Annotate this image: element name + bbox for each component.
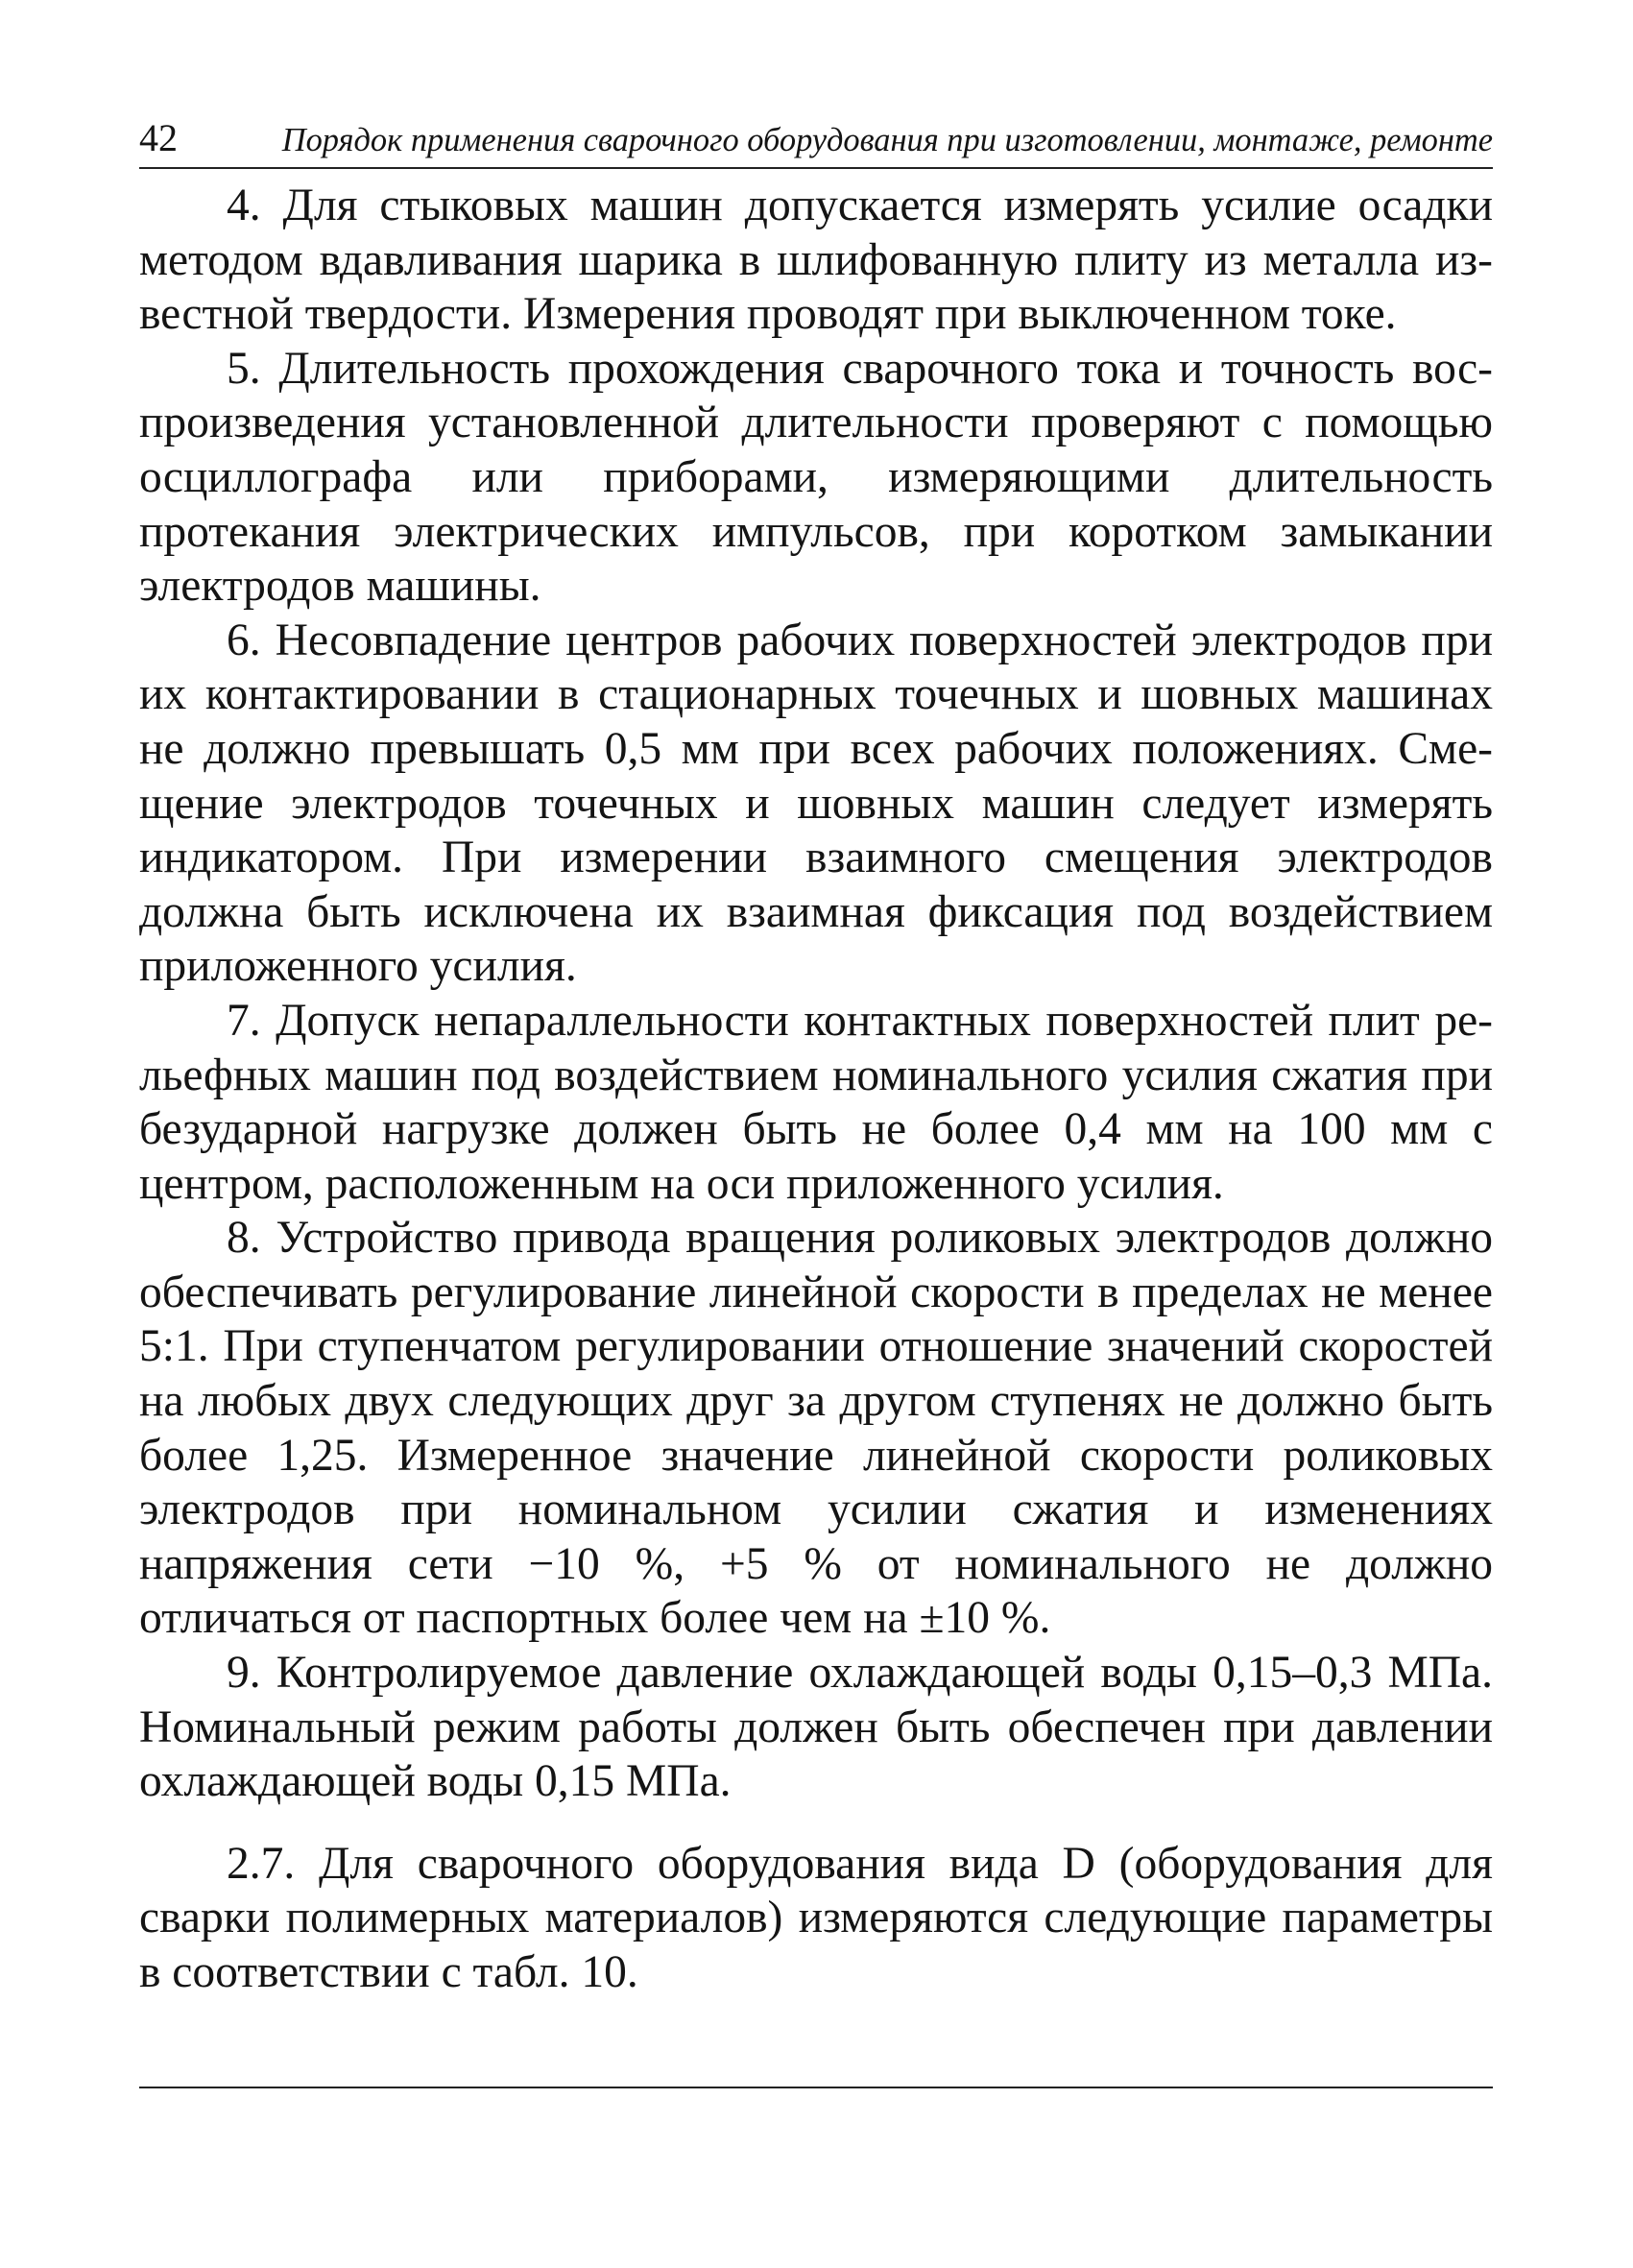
page-number: 42 <box>139 116 178 159</box>
running-title: Порядок применения сварочного оборудования при изготовлении, монтаже, ремонте <box>281 122 1493 158</box>
bottom-rule <box>139 2087 1493 2088</box>
paragraph-item-8: 8. Устройство привода вращения роликовых электродов должно обеспечивать регулирование линейной скорости в пределах не менее 5:1. При ступенчатом регулировании отношение значений скоростей на любых двух следующих друг за другом ступенях не должно быть более 1,25. Измеренное значение линейной скорости роликовых электродов при номинальном усилии сжатия и изменениях напряжения сети −10 %, +5 % от номинального не должно отличаться от паспортных более чем на ±10 %. <box>139 1213 1493 1644</box>
paragraph-section-2-7: 2.7. Для сварочного оборудования вида D (оборудования для сварки полимерных материалов) измеряются следующие параметры в соответствии с табл. 10. <box>139 1838 1493 1997</box>
paragraph-item-4: 4. Для стыковых машин допускается измерять усилие осадки методом вдавливания шарика в шлифованную плиту из металла известной твердости. Измерения проводят при выключенном токе. <box>139 181 1493 340</box>
body-text <box>139 179 1493 2000</box>
page-content <box>139 113 1493 2000</box>
paragraph-item-7: 7. Допуск непараллельности контактных поверхностей плит рельефных машин под воздействием номинального усилия сжатия при безударной нагрузке должен быть не более 0,4 мм на 100 мм с центром, расположенным на оси приложенного усилия. <box>139 995 1493 1209</box>
paragraph-item-6: 6. Несовпадение центров рабочих поверхностей электродов при их контактировании в стационарных точечных и шовных машинах не должно превышать 0,5 мм при всех рабочих положениях. Смещение электродов точечных и шовных машин следует измерять индикатором. При измерении взаимного смещения электродов должна быть исключена их взаимная фиксация под воздействием приложенного усилия. <box>139 615 1493 992</box>
paragraph-item-5: 5. Длительность прохождения сварочного тока и точность воспроизведения установленной длительности проверяют с помощью осциллографа или приборами, измеряющими длительность протекания электрических импульсов, при коротком замыкании электродов машины. <box>139 343 1493 612</box>
paragraph-item-9: 9. Контролируемое давление охлаждающей воды 0,15–0,3 МПа. Номинальный режим работы должен быть обеспечен при давлении охлаждающей воды 0,15 МПа. <box>139 1648 1493 1807</box>
running-header <box>139 113 1493 169</box>
